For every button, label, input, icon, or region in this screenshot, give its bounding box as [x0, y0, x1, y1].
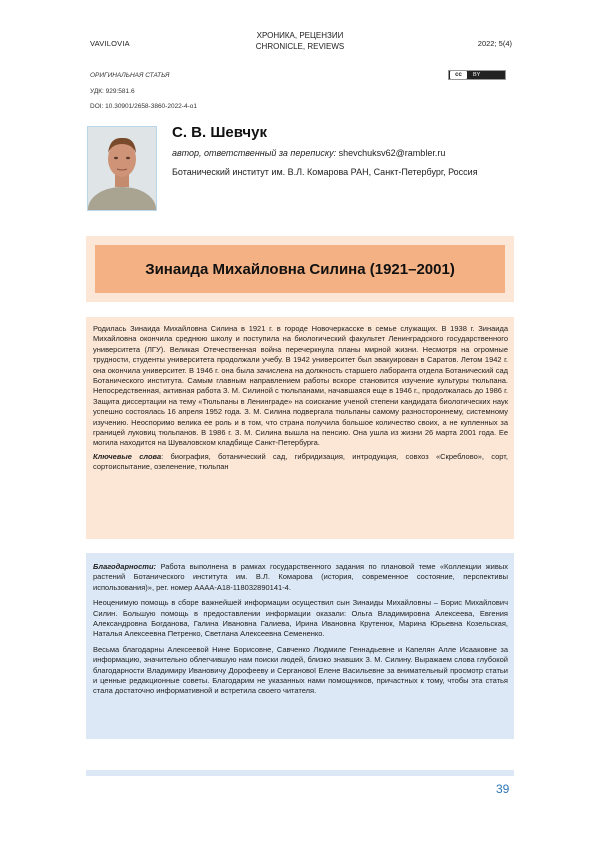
- author-photo: [87, 126, 157, 211]
- footer-bar: [86, 770, 514, 776]
- corresponding-author-line: [172, 148, 445, 158]
- author-email[interactable]: shevchuksv62@rambler.ru: [338, 148, 446, 158]
- acknowledgements-box: [86, 553, 514, 739]
- cc-by-license-badge[interactable]: [448, 70, 506, 80]
- acknowledgements-paragraph-2: Неоценимую помощь в сборе важнейшей информации осуществил сын Зинаиды Михайловны – Борис Михайлович Силин. Большую помощь в предоставлении информации оказали: Ольга Владимировна Алексеева, Евгения Александровна Богданова, Галина Ивановна Галиева, Ирина Ивановна Крутенюк, Марина Юрьевна Козельская, Наталья Алексеевна Петренко, Светлана Алексеевна Семененко.: [93, 598, 508, 639]
- acknowledgements-paragraph-3: Весьма благодарны Алексеевой Нине Борисовне, Савченко Людмиле Геннадьевне и Капелян Алле Исааковне за информацию, значительно облегчившую нам поиски людей, близко знавших З. М. Силину. Выражаем слова глубокой благодарности Владимиру Ивановичу Дорофееву и Серганової Елене Васильевне за внимательный просмотр статьи и ценные редакционные советы. Благодарим не указанных нами помощников, причастных к тому, чтобы эта статья стала достаточно информативной и встретила своего читателя.: [93, 644, 508, 696]
- by-icon: BY: [473, 72, 481, 78]
- author-portrait-image: [88, 127, 156, 210]
- section-heading-en: CHRONICLE, REVIEWS: [255, 42, 345, 51]
- issue-number: 2022; 5(4): [477, 39, 512, 48]
- abstract-text: Родилась Зинаида Михайловна Силина в 1921 г. в городе Новочеркасске в семье служащих. В 1938 г. Зинаида Михайловна окончила среднюю школу и поступила на биологический факультет Ленинградского государственного университета (ЛГУ). Великая Отечественная война перечеркнула планы мирной жизни. Несмотря на огромные трудности, студенты университета продолжали учебу. В 1942 университет был эвакуирован в Саратов. Летом 1942 г. она окончила университет. В 1946 г. она была зачислена на должность старшего лаборанта отдела Ботанический сад Ботанического института. Самым главным направлением работы вскоре становится изучение культуры тюльпана. Непосредственная, активная работа З. М. Силиной с тюльпанами, начавшаяся еще в 1946 г., продолжалась до 1986 г. Защита диссертации на тему «Тюльпаны в Ленинграде» на соискание ученой степени кандидата биологических наук успешно состоялась 16 апреля 1952 года. З. М. Силина подвергала тюльпаны самому разностороннему, системному изучению. Неоспоримо велика ее роль и в том, что страна получила большое количество своих, а не купленных за границей луковиц тюльпанов. В 1986 г. З. М. Силина вышла на пенсию. Она ушла из жизни 26 марта 2001 года. Ее могила находится на Шуваловском кладбище Санкт-Петербурга.: [93, 324, 508, 448]
- keywords-label: Ключевые слова: [93, 451, 162, 461]
- funding-text: Работа выполнена в рамках государственного задания по плановой теме «Коллекции живых растений Ботанического института им. В.Л. Комарова (история, современное состояние, перспективы использования)», рег. номер АААА-А18-118032890141-4.: [93, 562, 508, 592]
- keywords: [93, 452, 508, 473]
- abstract-box: [86, 317, 514, 539]
- udk-code: УДК: 929:581.6: [90, 88, 135, 95]
- author-name: С. В. Шевчук: [172, 124, 267, 141]
- article-title: Зинаида Михайловна Силина (1921–2001): [95, 245, 505, 293]
- article-type: ОРИГИНАЛЬНАЯ СТАТЬЯ: [90, 72, 170, 79]
- keywords-list: : биография, ботанический сад, гибридизация, интродукция, совхоз «Скреблово», сорт, сортоиспытание, озеленение, тюльпан: [93, 451, 508, 472]
- page-number: 39: [496, 782, 510, 796]
- doi-link[interactable]: DOI: 10.30901/2658-3860-2022-4-o1: [90, 103, 197, 110]
- author-affiliation: Ботанический институт им. В.Л. Комарова РАН, Санкт-Петербург, Россия: [172, 167, 478, 177]
- section-heading-ru: ХРОНИКА, РЕЦЕНЗИИ: [256, 31, 344, 40]
- cc-icon: cc: [450, 71, 467, 79]
- acknowledgements-label: Благодарности:: [93, 562, 157, 571]
- acknowledgements-funding: [93, 562, 508, 593]
- corresponding-label: автор, ответственный за переписку:: [172, 148, 337, 158]
- journal-name: VAVILOVIA: [90, 39, 130, 48]
